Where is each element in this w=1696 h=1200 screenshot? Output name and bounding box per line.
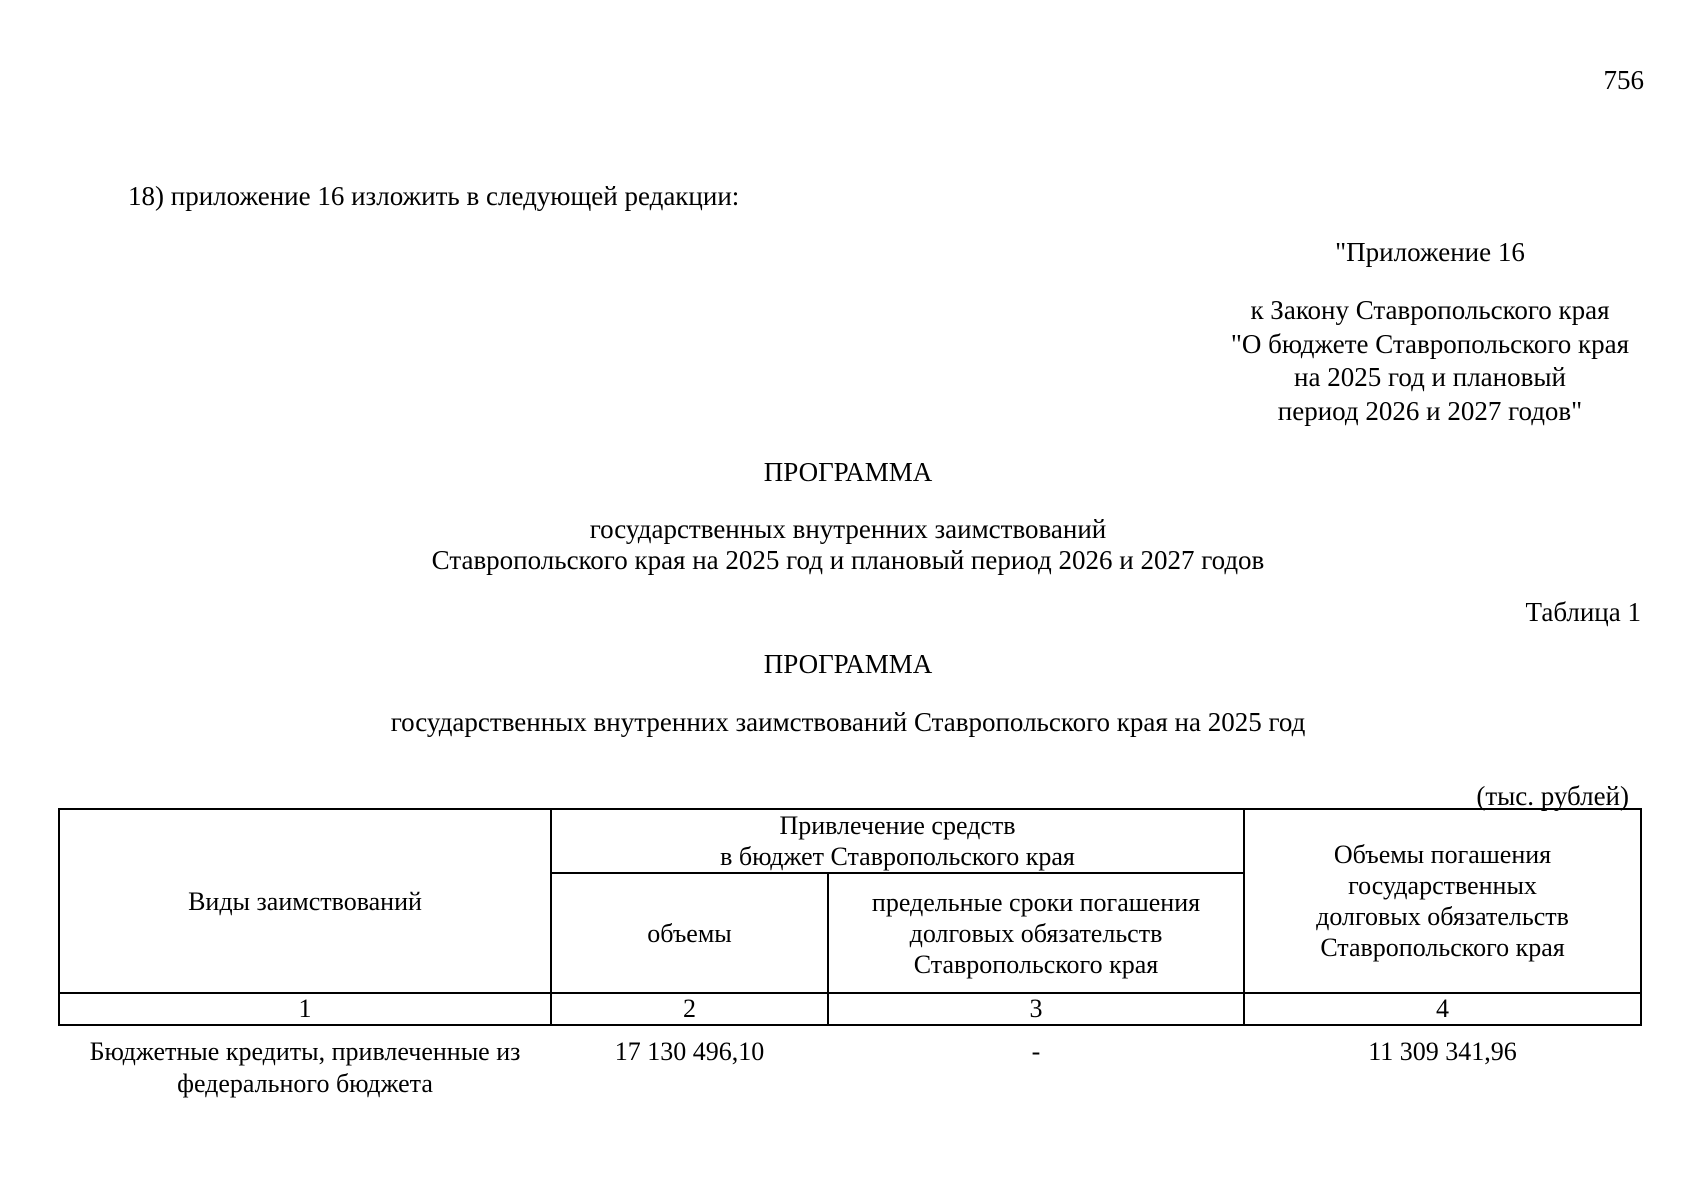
program-description [0,514,1696,577]
header-terms-line: предельные сроки погашения [871,887,1201,917]
header-attraction-line: Привлечение средств [779,811,1016,840]
header-repayment-line: долговых обязательств [1316,902,1569,932]
header-types [59,809,551,993]
header-repayment-line: государственных [1348,871,1537,900]
appendix-line: к Закону Ставропольского края [1250,294,1610,325]
borrowing-table [58,808,1642,1099]
header-types-label: Виды заимствований [188,886,422,916]
appendix-header [1210,236,1650,429]
row-term: - [1031,1037,1041,1067]
header-attraction [551,809,1244,873]
row-name-line: Бюджетные кредиты, привлеченные из [89,1037,521,1067]
units-label: (тыс. рублей) [1476,781,1629,811]
appendix-line: период 2026 и 2027 годов" [1277,396,1583,426]
header-volumes [551,873,828,993]
appendix-line: на 2025 год и плановый [1294,362,1566,393]
page-number: 756 [1603,65,1644,95]
column-number: 4 [1244,993,1641,1025]
row-name [59,1025,551,1098]
header-attraction-line: в бюджет Ставропольского края [720,842,1075,872]
program-description-line: государственных внутренних заимствований [589,514,1107,544]
table-row [59,1025,1641,1098]
header-repayment [1244,809,1641,993]
table-label: Таблица 1 [1525,597,1641,627]
row-name-line: федерального бюджета [177,1068,433,1098]
header-repayment-line: Ставропольского края [1320,933,1565,963]
program-description-line: Ставропольского края на 2025 год и плановый период 2026 и 2027 годов [431,545,1265,576]
program-heading: ПРОГРАММА [763,457,933,487]
table-heading: ПРОГРАММА [763,649,933,679]
header-volumes-label: объемы [647,918,732,948]
table-description: государственных внутренних заимствований Ставропольского края на 2025 год [390,707,1306,737]
instruction-text: 18) приложение 16 изложить в следующей редакции: [128,181,740,211]
column-number: 1 [59,993,551,1025]
appendix-title: "Приложение 16 [1335,237,1525,267]
row-volume: 17 130 496,10 [614,1037,765,1067]
column-number: 2 [551,993,828,1025]
appendix-line: "О бюджете Ставропольского края [1230,328,1630,359]
header-terms-line: долговых обязательств [909,918,1163,948]
header-terms-line: Ставропольского края [913,949,1159,979]
column-number: 3 [828,993,1244,1025]
row-repayment: 11 309 341,96 [1368,1037,1517,1067]
header-repayment-line: Объемы погашения [1333,839,1552,869]
header-terms [828,873,1244,993]
